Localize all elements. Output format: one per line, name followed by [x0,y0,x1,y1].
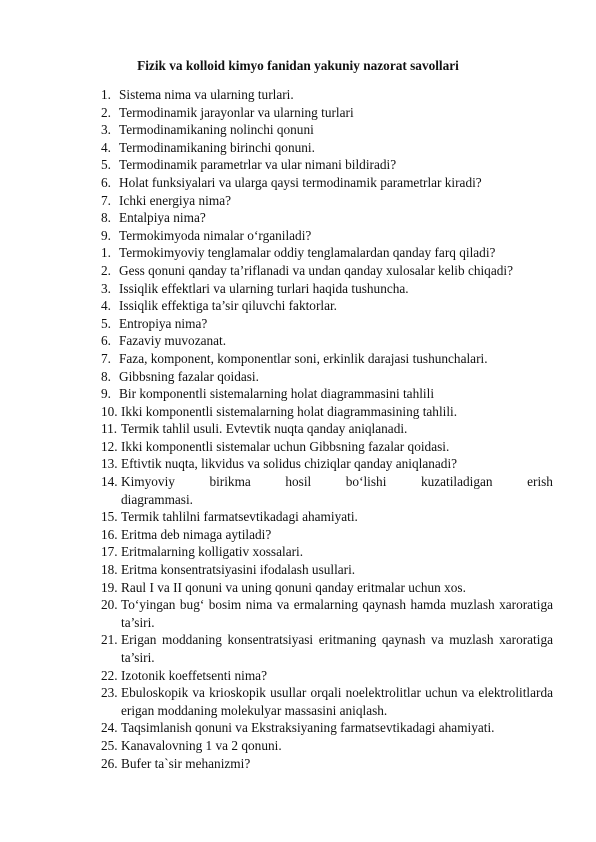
question-item [101,755,553,773]
question-item [101,596,553,631]
question-item [101,315,553,333]
question-text: Issiqlik effektiga ta’sir qiluvchi faktorlar. [119,298,337,314]
question-number: 2. [101,104,111,120]
question-item [101,139,553,157]
question-item [101,561,553,579]
question-number: 1. [101,87,111,102]
question-text: Faza, komponent, komponentlar soni, erkinlik darajasi tushunchalari. [119,350,488,366]
question-number: 5. [101,315,111,331]
question-number: 22. [101,667,118,683]
question-word: hosil [285,474,312,490]
question-number: 10. [101,403,118,419]
question-item [101,227,553,245]
question-item [101,543,553,561]
question-number: 16. [101,526,118,542]
question-item [101,403,553,421]
question-text: Bir komponentli sistemalarning holat diagrammasini tahlili [119,386,435,402]
question-text [101,473,553,508]
question-word: birikma [209,474,251,490]
question-text: Ikki komponentli sistemalar uchun Gibbsning fazalar qoidasi. [121,438,450,454]
question-number: 8. [101,210,111,226]
question-number: 9. [101,227,111,243]
question-text: To‘yingan bug‘ bosim nima va ermalarning qaynash hamda muzlash xaroratiga ta’siri. [121,597,553,630]
question-number: 7. [101,350,111,366]
question-word: bo‘lishi [345,474,387,490]
question-number: 2. [101,262,111,278]
question-word: kuzatiladigan [420,474,493,490]
question-item [101,297,553,315]
question-item [101,332,553,350]
question-number: 6. [101,174,111,190]
question-item [101,174,553,192]
question-text: Bufer ta`sir mehanizmi? [121,755,251,771]
question-text: Ikki komponentli sistemalarning holat diagrammasining tahlili. [121,403,458,419]
question-text: Erigan moddaning konsentratsiyasi eritmaning qaynash va muzlash xaroratiga ta’siri. [121,632,553,665]
question-text: Termodinamikaning birinchi qonuni. [119,139,315,155]
question-item [101,368,553,386]
question-item [101,455,553,473]
question-number: 7. [101,192,111,208]
question-text: Termodinamik parametrlar va ular nimani bildiradi? [119,157,397,173]
question-number: 23. [101,685,118,701]
question-number: 5. [101,157,111,173]
question-item [101,104,553,122]
question-text: Izotonik koeffetsenti nima? [121,667,267,683]
question-number: 15. [101,509,118,525]
question-item [101,438,553,456]
question-item [101,737,553,755]
question-text: Gibbsning fazalar qoidasi. [119,368,259,384]
question-number: 25. [101,737,118,753]
question-item [101,420,553,438]
question-text: Entalpiya nima? [119,210,206,226]
question-number: 14. [101,474,118,490]
question-word: Kimyoviy [121,474,175,490]
question-item [101,86,553,104]
document-title: Fizik va kolloid kimyo fanidan yakuniy nazorat savollari [137,58,459,73]
question-item [101,156,553,174]
question-number: 24. [101,720,118,736]
question-text: Holat funksiyalari va ularga qaysi termodinamik parametrlar kiradi? [119,174,482,190]
question-number: 3. [101,122,111,138]
question-text: Kanavalovning 1 va 2 qonuni. [121,737,282,753]
question-item [101,121,553,139]
question-item [101,192,553,210]
question-number: 13. [101,456,118,472]
question-item [101,209,553,227]
question-number: 4. [101,139,111,155]
question-text: Termik tahlilni farmatsevtikadagi ahamiyati. [121,509,358,525]
question-item [101,719,553,737]
question-text-line [121,473,553,491]
question-number: 4. [101,298,111,314]
question-item [101,244,553,262]
question-text: Termokimyoviy tenglamalar oddiy tenglamalardan qanday farq qiladi? [119,245,496,261]
question-item [101,262,553,280]
question-list [101,86,553,772]
question-number: 19. [101,579,118,595]
question-item [101,350,553,368]
question-item [101,579,553,597]
question-text: Termodinamikaning nolinchi qonuni [119,122,314,138]
question-text-line: diagrammasi. [121,491,194,507]
question-item [101,473,553,508]
question-text: Termik tahlil usuli. Evtevtik nuqta qanday aniqlanadi. [121,421,408,437]
question-item [101,667,553,685]
question-number: 17. [101,544,118,560]
question-number: 20. [101,597,118,613]
question-number: 6. [101,333,111,349]
question-number: 18. [101,562,118,578]
question-item [101,280,553,298]
question-text: Taqsimlanish qonuni va Ekstraksiyaning farmatsevtikadagi ahamiyati. [121,720,495,736]
question-number: 21. [101,632,118,648]
question-text: Ebuloskopik va krioskopik usullar orqali noelektrolitlar uchun va elektrolitlarda erigan moddaning molekulyar massasini aniqlash. [121,685,553,718]
question-item [101,684,553,719]
question-item [101,385,553,403]
question-text: Issiqlik effektlari va ularning turlari haqida tushuncha. [119,280,409,296]
question-text: Eritmalarning kolligativ xossalari. [121,544,304,560]
question-number: 12. [101,438,118,454]
question-number: 11. [101,421,118,437]
question-item [101,631,553,666]
question-text: Termokimyoda nimalar o‘rganiladi? [119,227,312,243]
question-number: 1. [101,245,111,261]
question-text: Fazaviy muvozanat. [119,333,227,349]
question-text: Ichki energiya nima? [119,192,231,208]
question-text: Gess qonuni qanday ta’riflanadi va undan qanday xulosalar kelib chiqadi? [119,262,513,278]
question-text: Eftivtik nuqta, likvidus va solidus chiziqlar qanday aniqlanadi? [121,456,458,472]
question-text: Raul I va II qonuni va uning qonuni qanday eritmalar uchun xos. [121,579,466,595]
question-text: Sistema nima va ularning turlari. [119,87,294,102]
question-text: Entropiya nima? [119,315,208,331]
question-number: 26. [101,755,118,771]
question-text: Termodinamik jarayonlar va ularning turlari [119,104,354,120]
question-text: Eritma konsentratsiyasini ifodalash usullari. [121,562,356,578]
question-number: 3. [101,280,111,296]
question-number: 8. [101,368,111,384]
question-item [101,508,553,526]
question-word: erish [527,474,553,490]
question-text: Eritma deb nimaga aytiladi? [121,526,272,542]
question-number: 9. [101,386,111,402]
question-item [101,526,553,544]
